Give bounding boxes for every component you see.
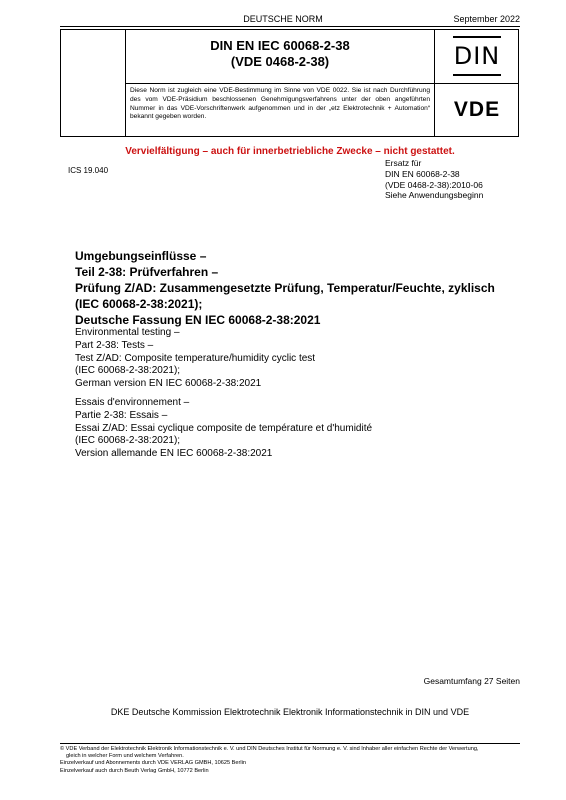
- title-english-line: Environmental testing –: [75, 327, 180, 338]
- title-english: [75, 327, 525, 391]
- replaced-standard: DIN EN 60068-2-38: [385, 168, 460, 179]
- title-english-line: German version EN IEC 60068-2-38:2021: [75, 378, 262, 390]
- norm-type-label: DEUTSCHE NORM: [243, 14, 323, 24]
- title-german-line: Teil 2-38: Prüfverfahren –: [75, 265, 219, 279]
- vde-logo: VDE: [453, 98, 501, 121]
- dke-commission: DKE Deutsche Kommission Elektrotechnik Elektronik Informationstechnik in DIN und VDE: [110, 707, 470, 717]
- title-english-line: Test Z/AD: Composite temperature/humidity cyclic test: [75, 352, 316, 364]
- standard-number: [126, 38, 434, 70]
- din-logo: [435, 29, 519, 83]
- sales-info: Einzelverkauf auch durch Beuth Verlag GmbH, 10772 Berlin: [60, 767, 209, 774]
- vde-regulation-note: Diese Norm ist zugleich eine VDE-Bestimmung im Sinne von VDE 0022. Sie ist nach Durchführung des vom VDE-Präsidium beschlossenen Genehmigungsverfahrens unter der oben angeführten Nummer in das VDE-Vorschriftenwerk aufgenommen und in der „etz Elektrotechnik + Automation“ bekannt gegeben worden.: [130, 87, 430, 121]
- title-german: [75, 248, 525, 328]
- title-french: [75, 397, 525, 461]
- standard-number-din: DIN EN IEC 60068-2-38: [210, 38, 350, 53]
- title-german-line: Deutsche Fassung EN IEC 60068-2-38:2021: [75, 313, 321, 327]
- copyright-line: © VDE Verband der Elektrotechnik Elektronik Informationstechnik e. V. und DIN Deutsches Institut für Normung e. V. sind Inhaber aller einfachen Rechte der Verwertung,: [60, 746, 479, 752]
- title-german-line: Umgebungseinflüsse –: [75, 249, 207, 263]
- copyright-notice: [60, 746, 525, 775]
- title-english-line: (IEC 60068-2-38:2021);: [75, 365, 181, 377]
- application-note: Siehe Anwendungsbeginn: [385, 190, 484, 201]
- title-french-line: Version allemande EN IEC 60068-2-38:2021: [75, 448, 273, 460]
- title-french-line: Essais d'environnement –: [75, 397, 190, 408]
- title-french-line: (IEC 60068-2-38:2021);: [75, 435, 181, 447]
- replacement-label: Ersatz für: [385, 158, 422, 168]
- ics-code: ICS 19.040: [68, 166, 109, 175]
- title-french-line: Essai Z/AD: Essai cyclique composite de température et d'humidité: [75, 422, 373, 434]
- title-french-line: Partie 2-38: Essais –: [75, 409, 168, 421]
- title-english-line: Part 2-38: Tests –: [75, 339, 154, 351]
- copyright-line: gleich in welcher Form und welchem Verfahren.: [66, 753, 184, 760]
- publication-date: September 2022: [453, 14, 520, 24]
- sales-info: Einzelverkauf und Abonnements durch VDE VERLAG GMBH, 10625 Berlin: [60, 760, 246, 767]
- footer-divider: [60, 743, 520, 744]
- total-pages: Gesamtumfang 27 Seiten: [423, 676, 520, 686]
- title-german-line: Prüfung Z/AD: Zusammengesetzte Prüfung, Temperatur/Feuchte, zyklisch: [75, 281, 495, 295]
- title-german-line: (IEC 60068-2-38:2021);: [75, 297, 203, 311]
- copy-warning: Vervielfältigung – auch für innerbetriebliche Zwecke – nicht gestattet.: [125, 146, 455, 157]
- standard-number-vde: (VDE 0468-2-38): [230, 54, 330, 69]
- replacement-info: [385, 158, 483, 201]
- header-divider: [60, 26, 520, 27]
- din-logo-mark: DIN: [453, 36, 501, 76]
- replaced-standard-vde: (VDE 0468-2-38):2010-06: [385, 179, 483, 190]
